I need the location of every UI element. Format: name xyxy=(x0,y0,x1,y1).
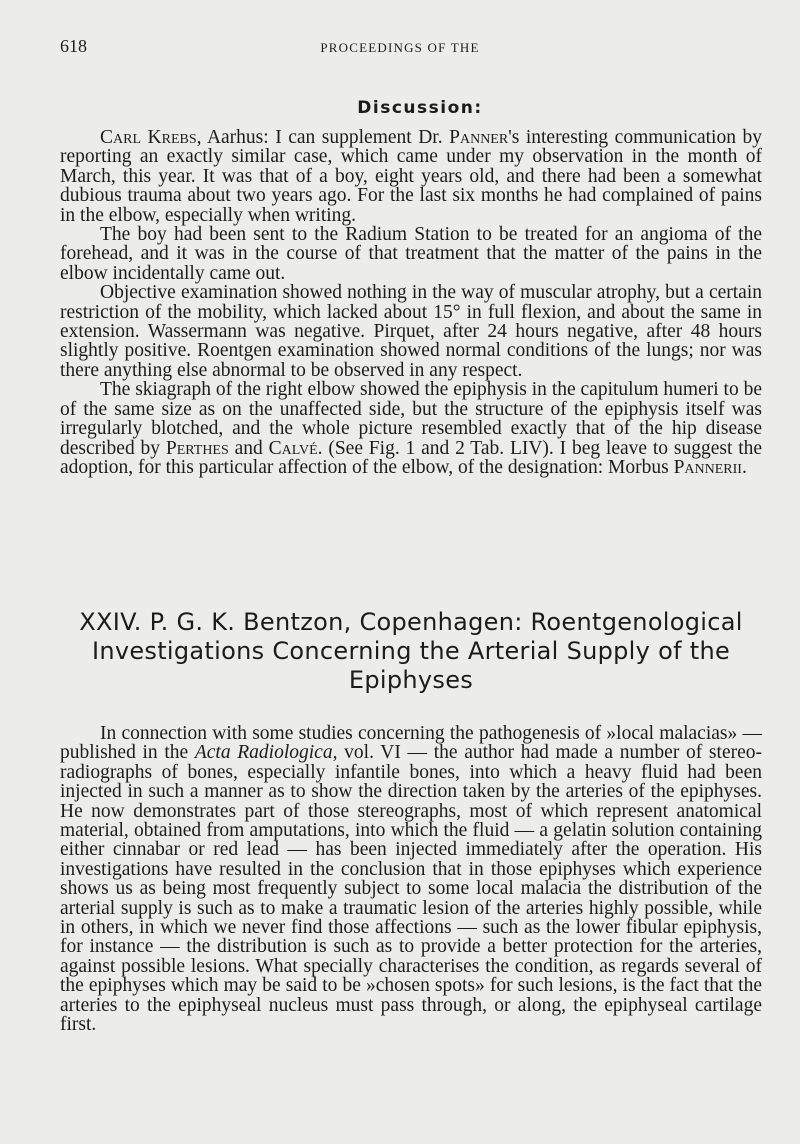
author-reference: Pannerii xyxy=(673,456,742,478)
text-span: The skiagraph of the right elbow showed the epiphysis in the capitulum humeri to be of the same size as on the unaffected side, but the structure of the epiphysis itself was irregularly blotched, and the whole picture resembled exactly that of the hip disease described by xyxy=(60,379,762,459)
author-reference: Panner xyxy=(449,127,509,148)
text-span: . xyxy=(741,456,747,478)
discussion-paragraph xyxy=(60,128,762,225)
text-span: 's interesting communication by reporting an exactly similar case, which came under my observation in the month of March, this year. It was that of a boy, eight years old, and there had been a somewhat dubious trauma about two years ago. For the last six months he had complained of pains in the elbow, especially when writing. xyxy=(60,127,762,226)
article-paragraph xyxy=(60,724,762,1035)
author-reference: Calvé xyxy=(268,437,318,459)
discussion-body xyxy=(60,128,762,477)
author-reference: Perthes xyxy=(165,437,229,459)
text-span: . (See Fig. 1 and 2 Tab. LIV). I beg leave to suggest the adoption, for this particular affection of the elbow, of the designation: Morbus xyxy=(60,437,763,478)
discussion-paragraph: Objective examination showed nothing in the way of muscular atrophy, but a certain restriction of the mobility, which lacked about 15° in full flexion, and about the same in extension. Wassermann was negative. Pirquet, after 24 hours negative, after 48 hours slightly positive. Roentgen examination showed normal conditions of the lungs; nor was there anything else abnormal to be observed in any respect. xyxy=(60,282,762,381)
journal-name: Acta Radiologica xyxy=(194,742,333,764)
discussion-paragraph xyxy=(60,380,762,477)
running-head: PROCEEDINGS OF THE xyxy=(320,40,480,55)
speaker-name: Carl Krebs xyxy=(100,127,197,148)
discussion-heading: Discussion: xyxy=(357,98,483,118)
page-number: 618 xyxy=(60,36,87,56)
text-span: and xyxy=(228,437,269,459)
article-body xyxy=(60,724,762,1035)
text-span: In connection with some studies concerning the pathogenesis of »local malacias» — published in the xyxy=(60,723,762,764)
article-title: XXIV. P. G. K. Bentzon, Copenhagen: Roentgenological Investigations Concerning the Arterial Supply of the Epiphyses xyxy=(79,608,743,694)
discussion-paragraph: The boy had been sent to the Radium Station to be treated for an angioma of the forehead, and it was in the course of that treatment that the matter of the pains in the elbow incidentally came out. xyxy=(60,224,762,284)
text-span: , vol. VI — the author had made a number of stereo-radiographs of bones, especially infantile bones, into which a heavy fluid had been injected in such a manner as to show the direction taken by the arteries of the epiphyses. He now demonstrates part of those stereographs, most of which represent anatomical material, obtained from amputations, into which the fluid — a gelatin solution containing either cinnabar or red lead — has been injected immediately after the operation. His investigations have resulted in the conclusion that in those epiphyses which experience shows us as being most frequently subject to some local malacia the distribution of the arterial supply is such as to make a traumatic lesion of the arteries highly possible, while in others, in which we never find those affections — such as the lower fibular epiphysis, for instance — the distribution is such as to provide a better protection for the arteries, against possible lesions. What specially characterises the condition, as regards several of the epiphyses which may be said to be »chosen spots» for such lesions, is the fact that the arteries to the epiphyseal nucleus must pass through, or along, the epiphyseal cartilage first. xyxy=(60,742,762,1036)
text-span: , Aarhus: I can supplement Dr. xyxy=(196,127,450,148)
